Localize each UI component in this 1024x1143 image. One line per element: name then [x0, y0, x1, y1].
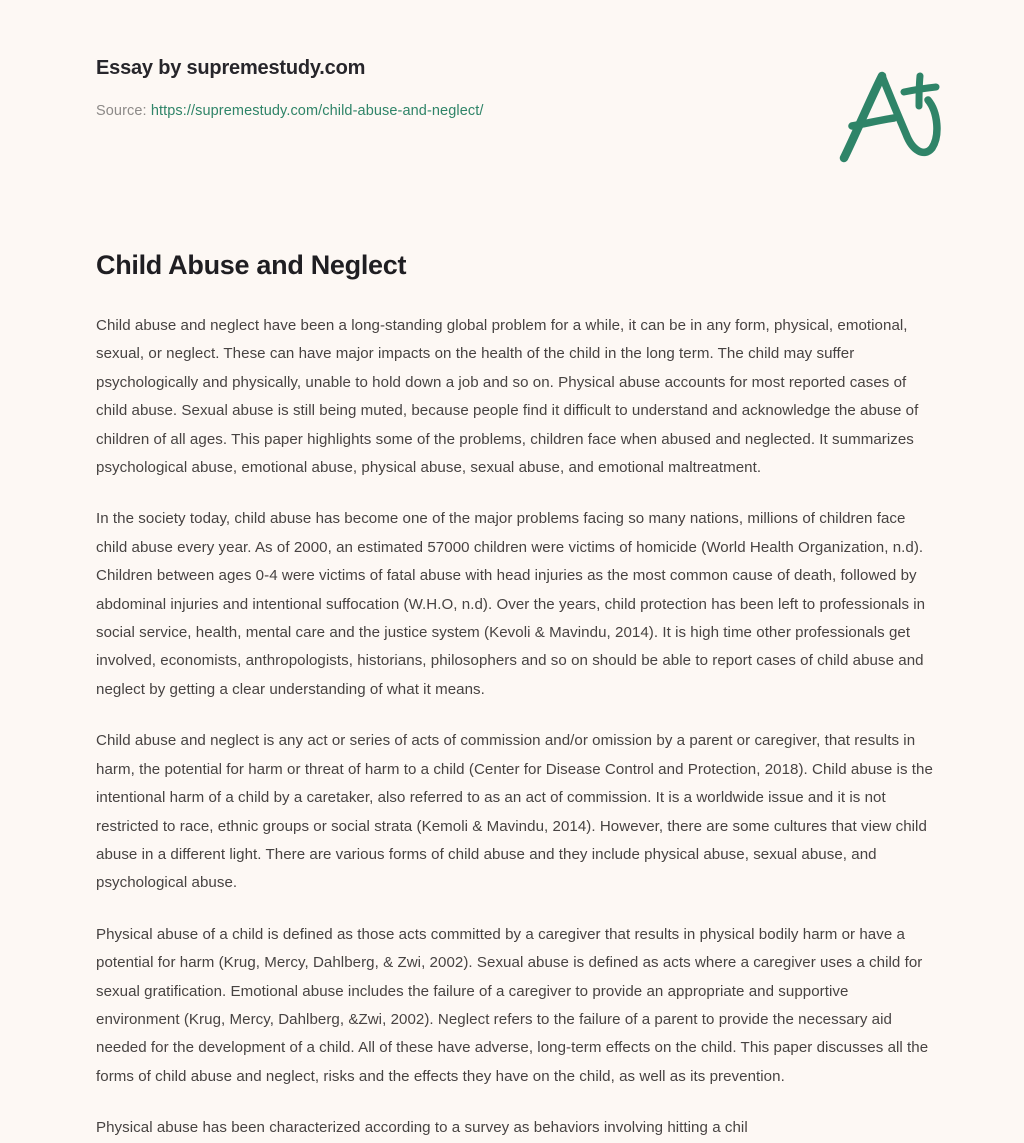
page-title: Child Abuse and Neglect [96, 250, 407, 280]
a-plus-logo[interactable] [832, 62, 952, 167]
brand-line: Essay by supremestudy.com [96, 57, 366, 79]
paragraph: Child abuse and neglect have been a long-standing global problem for a while, it can be in any form, physical, emotional, sexual, or neglect. These can have major impacts on the health of the child in the long term. The child may suffer psychologically and physically, unable to hold down a job and so on. Physical abuse accounts for most reported cases of child abuse. Sexual abuse is still being muted, because people find it difficult to understand and acknowledge the abuse of children of all ages. This paper highlights some of the problems, children face when abused and neglected. It summarizes psychological abuse, emotional abuse, physical abuse, sexual abuse, and emotional maltreatment. [96, 317, 919, 477]
page-header [96, 54, 936, 121]
source-url-link[interactable]: https://supremestudy.com/child-abuse-and-neglect/ [150, 103, 484, 119]
source-label: Source: [96, 103, 147, 119]
paragraph: In the society today, child abuse has become one of the major problems facing so many nations, millions of children face child abuse every year. As of 2000, an estimated 57000 children were victims of homicide (World Health Organization, n.d). Children between ages 0-4 were victims of fatal abuse with head injuries as the most common cause of death, followed by abdominal injuries and intentional suffocation (W.H.O, n.d). Over the years, child protection has been left to professionals in social service, health, mental care and the justice system (Kevoli & Mavindu, 2014). It is high time other professionals get involved, economists, anthropologists, historians, philosophers and so on should be able to report cases of child abuse and neglect by getting a clear understanding of what it means. [96, 510, 926, 698]
source-line [96, 101, 936, 121]
paragraph: Physical abuse of a child is defined as those acts committed by a caregiver that results in physical bodily harm or have a potential for harm (Krug, Mercy, Dahlberg, & Zwi, 2002). Sexual abuse is defined as acts where a caregiver uses a child for sexual gratification. Emotional abuse includes the failure of a caregiver to provide an appropriate and supportive environment (Krug, Mercy, Dahlberg, &Zwi, 2002). Neglect refers to the failure of a parent to provide the necessary aid needed for the development of a child. All of these have adverse, long-term effects on the child. This paper discusses all the forms of child abuse and neglect, risks and the effects they have on the child, as well as its prevention. [96, 925, 929, 1085]
paragraph: Child abuse and neglect is any act or series of acts of commission and/or omission by a parent or caregiver, that results in harm, the potential for harm or threat of harm to a child (Center for Disease Control and Protection, 2018). Child abuse is the intentional harm of a child by a caretaker, also referred to as an act of commission. It is a worldwide issue and it is not restricted to race, ethnic groups or social strata (Kemoli & Mavindu, 2014). However, there are some cultures that view child abuse in a different light. There are various forms of child abuse and they include physical abuse, sexual abuse, and psychological abuse. [96, 732, 933, 892]
paragraph-truncated: Physical abuse has been characterized according to a survey as behaviors involving hitting a chil [96, 1119, 748, 1137]
essay-body [96, 312, 934, 1143]
